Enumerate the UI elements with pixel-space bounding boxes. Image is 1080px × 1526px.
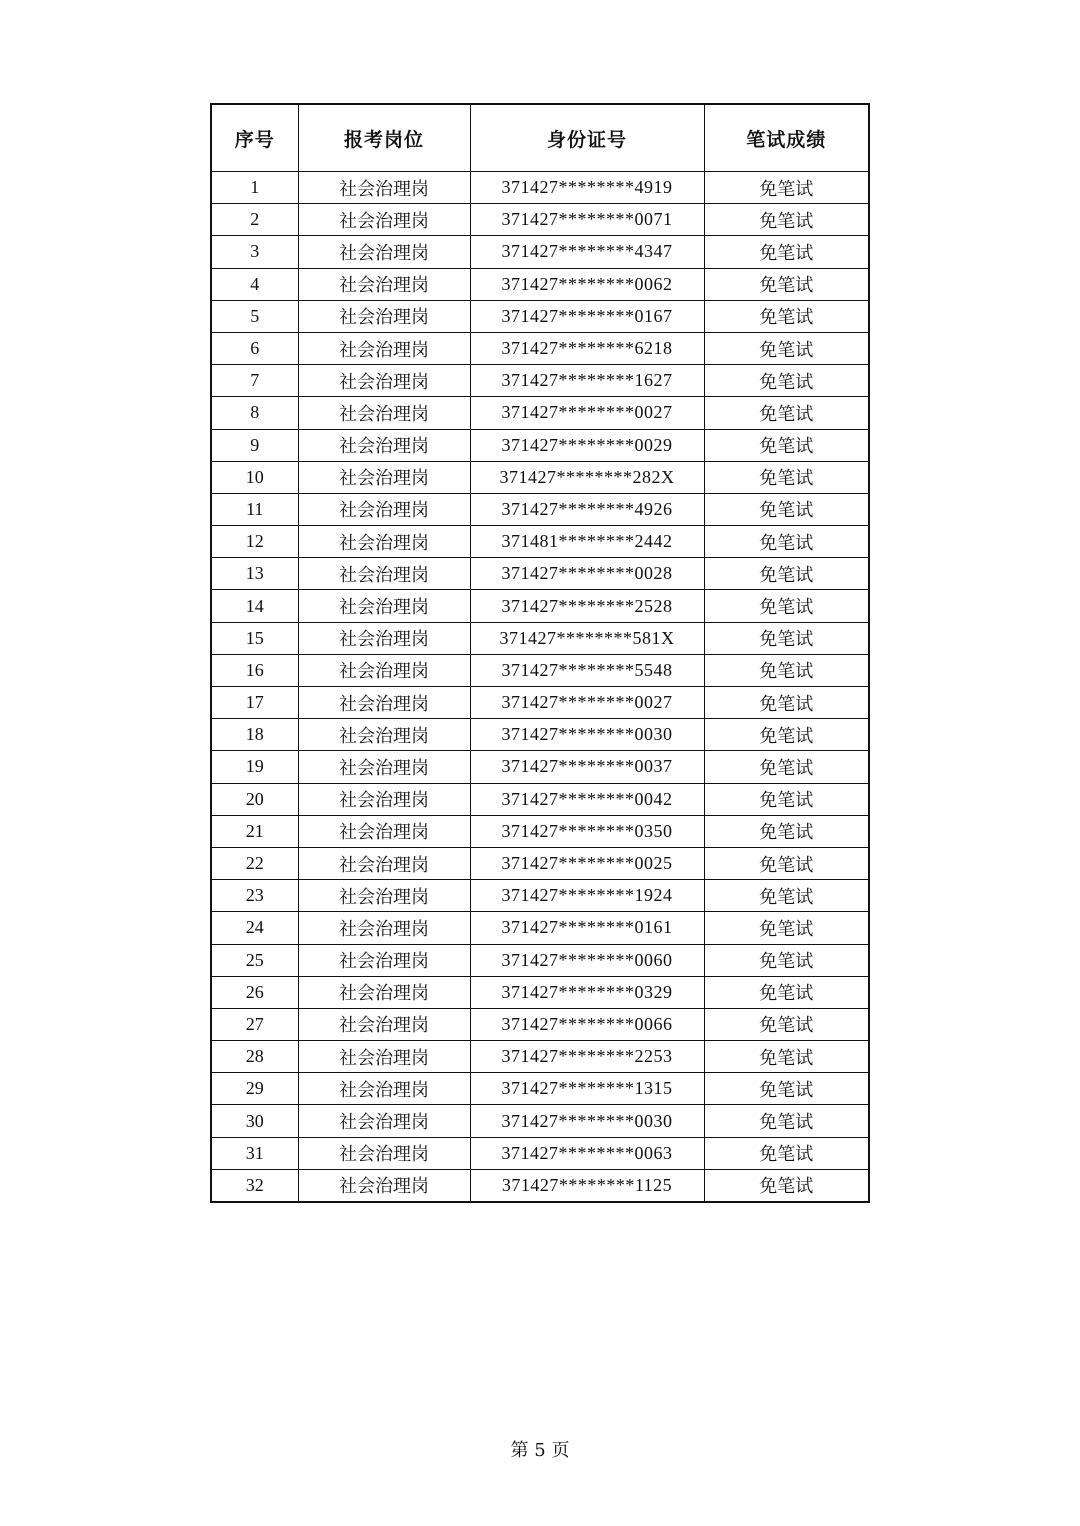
cell-id-number: 371427********282X [470,461,704,493]
cell-serial-number: 7 [211,365,298,397]
cell-serial-number: 3 [211,236,298,268]
cell-written-score: 免笔试 [704,719,869,751]
cell-id-number: 371427********0029 [470,429,704,461]
cell-position: 社会治理岗 [298,719,470,751]
cell-position: 社会治理岗 [298,1041,470,1073]
cell-id-number: 371427********0028 [470,558,704,590]
cell-written-score: 免笔试 [704,558,869,590]
cell-id-number: 371427********0161 [470,912,704,944]
cell-written-score: 免笔试 [704,172,869,204]
cell-serial-number: 24 [211,912,298,944]
cell-serial-number: 10 [211,461,298,493]
cell-position: 社会治理岗 [298,815,470,847]
cell-written-score: 免笔试 [704,526,869,558]
cell-position: 社会治理岗 [298,461,470,493]
cell-id-number: 371427********2528 [470,590,704,622]
cell-position: 社会治理岗 [298,1137,470,1169]
cell-written-score: 免笔试 [704,622,869,654]
cell-written-score: 免笔试 [704,300,869,332]
cell-position: 社会治理岗 [298,880,470,912]
cell-position: 社会治理岗 [298,1105,470,1137]
cell-position: 社会治理岗 [298,268,470,300]
table-row [211,590,869,622]
table-row [211,365,869,397]
cell-serial-number: 16 [211,654,298,686]
cell-id-number: 371427********0037 [470,751,704,783]
table-row [211,1169,869,1202]
cell-position: 社会治理岗 [298,783,470,815]
cell-written-score: 免笔试 [704,1169,869,1202]
cell-position: 社会治理岗 [298,590,470,622]
table-row [211,526,869,558]
table-row [211,1137,869,1169]
cell-position: 社会治理岗 [298,976,470,1008]
cell-id-number: 371427********0025 [470,847,704,879]
cell-written-score: 免笔试 [704,1137,869,1169]
cell-written-score: 免笔试 [704,332,869,364]
header-written-score: 笔试成绩 [704,104,869,172]
cell-serial-number: 28 [211,1041,298,1073]
cell-written-score: 免笔试 [704,397,869,429]
cell-position: 社会治理岗 [298,1008,470,1040]
cell-id-number: 371427********4926 [470,493,704,525]
cell-written-score: 免笔试 [704,976,869,1008]
cell-position: 社会治理岗 [298,847,470,879]
cell-position: 社会治理岗 [298,1073,470,1105]
cell-id-number: 371427********1315 [470,1073,704,1105]
cell-id-number: 371427********0030 [470,719,704,751]
table-row [211,236,869,268]
cell-position: 社会治理岗 [298,944,470,976]
cell-serial-number: 4 [211,268,298,300]
cell-id-number: 371427********2253 [470,1041,704,1073]
table-row [211,687,869,719]
candidate-table [210,103,870,1203]
cell-position: 社会治理岗 [298,654,470,686]
cell-serial-number: 32 [211,1169,298,1202]
cell-written-score: 免笔试 [704,493,869,525]
cell-position: 社会治理岗 [298,429,470,461]
cell-id-number: 371427********6218 [470,332,704,364]
cell-id-number: 371427********1924 [470,880,704,912]
cell-written-score: 免笔试 [704,880,869,912]
table-row [211,1073,869,1105]
cell-written-score: 免笔试 [704,687,869,719]
header-row [211,104,869,172]
cell-serial-number: 21 [211,815,298,847]
cell-id-number: 371427********5548 [470,654,704,686]
header-position: 报考岗位 [298,104,470,172]
header-serial-number: 序号 [211,104,298,172]
cell-serial-number: 1 [211,172,298,204]
cell-written-score: 免笔试 [704,1041,869,1073]
cell-written-score: 免笔试 [704,429,869,461]
table-row [211,783,869,815]
cell-serial-number: 2 [211,204,298,236]
cell-id-number: 371427********0062 [470,268,704,300]
cell-serial-number: 20 [211,783,298,815]
cell-serial-number: 9 [211,429,298,461]
cell-written-score: 免笔试 [704,783,869,815]
table-row [211,332,869,364]
table-body [211,172,869,1203]
cell-id-number: 371427********0030 [470,1105,704,1137]
cell-position: 社会治理岗 [298,526,470,558]
cell-id-number: 371427********0027 [470,397,704,429]
cell-id-number: 371427********0350 [470,815,704,847]
cell-position: 社会治理岗 [298,1169,470,1202]
cell-serial-number: 23 [211,880,298,912]
cell-written-score: 免笔试 [704,847,869,879]
table-row [211,622,869,654]
cell-written-score: 免笔试 [704,268,869,300]
cell-serial-number: 5 [211,300,298,332]
cell-id-number: 371427********0060 [470,944,704,976]
table-row [211,912,869,944]
table-header [211,104,869,172]
cell-serial-number: 14 [211,590,298,622]
cell-position: 社会治理岗 [298,622,470,654]
cell-id-number: 371427********0063 [470,1137,704,1169]
cell-serial-number: 30 [211,1105,298,1137]
cell-written-score: 免笔试 [704,944,869,976]
cell-id-number: 371427********0042 [470,783,704,815]
cell-position: 社会治理岗 [298,332,470,364]
cell-serial-number: 29 [211,1073,298,1105]
cell-position: 社会治理岗 [298,751,470,783]
header-id-number: 身份证号 [470,104,704,172]
cell-position: 社会治理岗 [298,236,470,268]
cell-serial-number: 27 [211,1008,298,1040]
cell-id-number: 371427********0071 [470,204,704,236]
cell-id-number: 371427********4919 [470,172,704,204]
cell-serial-number: 15 [211,622,298,654]
cell-serial-number: 6 [211,332,298,364]
table-row [211,172,869,204]
cell-position: 社会治理岗 [298,687,470,719]
cell-written-score: 免笔试 [704,1105,869,1137]
table-row [211,204,869,236]
cell-position: 社会治理岗 [298,172,470,204]
cell-written-score: 免笔试 [704,1073,869,1105]
cell-serial-number: 12 [211,526,298,558]
cell-id-number: 371481********2442 [470,526,704,558]
table-row [211,268,869,300]
cell-position: 社会治理岗 [298,558,470,590]
cell-position: 社会治理岗 [298,912,470,944]
cell-written-score: 免笔试 [704,204,869,236]
table-row [211,654,869,686]
table-row [211,880,869,912]
cell-serial-number: 17 [211,687,298,719]
cell-written-score: 免笔试 [704,815,869,847]
cell-written-score: 免笔试 [704,236,869,268]
cell-id-number: 371427********0167 [470,300,704,332]
table-row [211,815,869,847]
table-row [211,558,869,590]
cell-written-score: 免笔试 [704,912,869,944]
cell-written-score: 免笔试 [704,1008,869,1040]
cell-id-number: 371427********0066 [470,1008,704,1040]
cell-position: 社会治理岗 [298,300,470,332]
cell-serial-number: 26 [211,976,298,1008]
cell-id-number: 371427********0027 [470,687,704,719]
cell-serial-number: 25 [211,944,298,976]
table-row [211,944,869,976]
table-row [211,1008,869,1040]
cell-serial-number: 31 [211,1137,298,1169]
cell-id-number: 371427********1627 [470,365,704,397]
cell-serial-number: 13 [211,558,298,590]
cell-written-score: 免笔试 [704,590,869,622]
table-row [211,461,869,493]
cell-position: 社会治理岗 [298,365,470,397]
cell-written-score: 免笔试 [704,654,869,686]
cell-id-number: 371427********0329 [470,976,704,1008]
cell-id-number: 371427********4347 [470,236,704,268]
cell-written-score: 免笔试 [704,365,869,397]
cell-serial-number: 11 [211,493,298,525]
cell-id-number: 371427********581X [470,622,704,654]
table-row [211,1105,869,1137]
table-row [211,397,869,429]
cell-written-score: 免笔试 [704,751,869,783]
table-row [211,493,869,525]
table-row [211,1041,869,1073]
table-row [211,300,869,332]
cell-position: 社会治理岗 [298,493,470,525]
cell-serial-number: 19 [211,751,298,783]
cell-position: 社会治理岗 [298,397,470,429]
cell-serial-number: 8 [211,397,298,429]
cell-serial-number: 22 [211,847,298,879]
cell-serial-number: 18 [211,719,298,751]
table-row [211,429,869,461]
table-row [211,751,869,783]
cell-id-number: 371427********1125 [470,1169,704,1202]
cell-written-score: 免笔试 [704,461,869,493]
cell-position: 社会治理岗 [298,204,470,236]
table-row [211,719,869,751]
table-row [211,976,869,1008]
table-row [211,847,869,879]
page-number: 第 5 页 [510,1440,570,1461]
